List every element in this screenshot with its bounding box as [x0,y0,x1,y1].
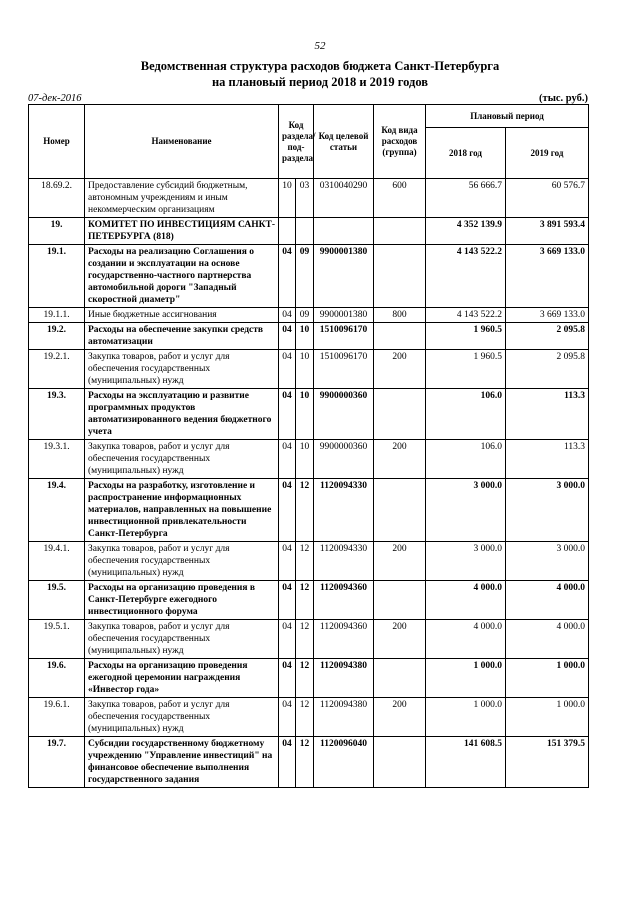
table-row [29,737,589,788]
row-section-code: 04 [279,659,296,698]
row-amount-2019: 113.3 [506,440,589,479]
row-article-code: 9900000360 [314,440,374,479]
row-subsection-code: 12 [296,479,314,542]
row-section-code: 04 [279,479,296,542]
table-row [29,245,589,308]
row-expense-type [374,737,426,788]
row-number: 19.3. [29,389,85,440]
row-number: 18.69.2. [29,179,85,218]
row-name: Расходы на организацию проведения ежегодной церемонии награждения «Инвестор года» [85,659,279,698]
row-amount-2019: 3 000.0 [506,479,589,542]
table-row [29,323,589,350]
row-subsection-code: 10 [296,440,314,479]
row-expense-type: 200 [374,440,426,479]
row-name: Закупка товаров, работ и услуг для обеспечения государственных (муниципальных) нужд [85,698,279,737]
row-amount-2018: 1 000.0 [426,659,506,698]
document-title [0,58,640,90]
row-section-code: 04 [279,698,296,737]
row-section-code [279,218,296,245]
row-amount-2019: 3 891 593.4 [506,218,589,245]
row-article-code: 1510096170 [314,323,374,350]
table-row [29,659,589,698]
row-amount-2019: 4 000.0 [506,581,589,620]
row-expense-type: 600 [374,179,426,218]
row-name: Закупка товаров, работ и услуг для обеспечения государственных (муниципальных) нужд [85,620,279,659]
row-amount-2018: 4 000.0 [426,620,506,659]
header-year-2019: 2019 год [506,128,589,179]
row-subsection-code: 12 [296,542,314,581]
row-amount-2019: 2 095.8 [506,323,589,350]
row-expense-type: 200 [374,350,426,389]
row-section-code: 04 [279,323,296,350]
row-subsection-code: 12 [296,737,314,788]
row-name: Предоставление субсидий бюджетным, автономным учреждениям и иным некоммерческим организациям [85,179,279,218]
row-subsection-code: 12 [296,581,314,620]
row-amount-2018: 1 960.5 [426,350,506,389]
row-number: 19.2.1. [29,350,85,389]
row-number: 19.7. [29,737,85,788]
table-row [29,218,589,245]
row-name: Расходы на организацию проведения в Санкт-Петербурге ежегодного инвестиционного форума [85,581,279,620]
row-name: Расходы на разработку, изготовление и распространение информационных материалов, направленных на повышение инвестиционной привлекательности Санкт-Петербурга [85,479,279,542]
row-subsection-code: 10 [296,389,314,440]
row-amount-2018: 1 000.0 [426,698,506,737]
row-number: 19.6.1. [29,698,85,737]
row-name: Расходы на реализацию Соглашения о создании и эксплуатации на основе государственно-частного партнерства автомобильной дороги "Западный скоростной диаметр" [85,245,279,308]
table-row [29,350,589,389]
table-row [29,308,589,323]
row-article-code: 1510096170 [314,350,374,389]
row-section-code: 04 [279,440,296,479]
row-amount-2018: 4 352 139.9 [426,218,506,245]
row-number: 19.4.1. [29,542,85,581]
row-section-code: 04 [279,245,296,308]
budget-table [28,104,589,788]
row-article-code [314,218,374,245]
row-amount-2019: 3 000.0 [506,542,589,581]
row-amount-2019: 2 095.8 [506,350,589,389]
row-number: 19.4. [29,479,85,542]
row-name: Закупка товаров, работ и услуг для обеспечения государственных (муниципальных) нужд [85,440,279,479]
row-article-code: 1120094380 [314,659,374,698]
row-expense-type [374,218,426,245]
row-name: Иные бюджетные ассигнования [85,308,279,323]
header-planned-period: Плановый период [426,105,589,128]
header-section: Код раздела/ под-раздела [279,105,314,179]
row-number: 19.5.1. [29,620,85,659]
row-number: 19.1. [29,245,85,308]
row-expense-type [374,581,426,620]
row-article-code: 1120094360 [314,581,374,620]
row-section-code: 04 [279,542,296,581]
row-subsection-code: 03 [296,179,314,218]
row-article-code: 1120094380 [314,698,374,737]
row-amount-2019: 60 576.7 [506,179,589,218]
row-section-code: 04 [279,737,296,788]
row-amount-2018: 3 000.0 [426,542,506,581]
table-row [29,581,589,620]
table-row [29,620,589,659]
row-section-code: 04 [279,308,296,323]
row-subsection-code: 09 [296,308,314,323]
row-amount-2018: 4 000.0 [426,581,506,620]
page-number: 52 [314,40,326,52]
row-name: Расходы на эксплуатацию и развитие программных продуктов автоматизированного ведения бюджетного учета [85,389,279,440]
row-article-code: 1120094330 [314,542,374,581]
row-amount-2019: 4 000.0 [506,620,589,659]
row-amount-2018: 1 960.5 [426,323,506,350]
title-line-2: на плановый период 2018 и 2019 годов [211,75,429,89]
row-amount-2018: 141 608.5 [426,737,506,788]
row-amount-2018: 4 143 522.2 [426,245,506,308]
row-expense-type [374,323,426,350]
row-expense-type [374,659,426,698]
row-amount-2019: 151 379.5 [506,737,589,788]
row-name: Закупка товаров, работ и услуг для обеспечения государственных (муниципальных) нужд [85,542,279,581]
row-name: Закупка товаров, работ и услуг для обеспечения государственных (муниципальных) нужд [85,350,279,389]
row-section-code: 04 [279,581,296,620]
row-expense-type: 200 [374,698,426,737]
header-year-2018: 2018 год [426,128,506,179]
row-section-code: 04 [279,620,296,659]
unit-label: (тыс. руб.) [539,93,588,104]
row-number: 19.3.1. [29,440,85,479]
header-expense-type: Код вида расходов (группа) [374,105,426,179]
row-name: Субсидии государственному бюджетному учреждению "Управление инвестиций" на финансовое обеспечение выполнения государственного задания [85,737,279,788]
row-number: 19.2. [29,323,85,350]
row-expense-type: 200 [374,542,426,581]
row-name: КОМИТЕТ ПО ИНВЕСТИЦИЯМ САНКТ-ПЕТЕРБУРГА (818) [85,218,279,245]
table-row [29,389,589,440]
document-date: 07-дек-2016 [28,93,82,104]
row-expense-type: 200 [374,620,426,659]
header-name: Наименование [85,105,279,179]
row-section-code: 10 [279,179,296,218]
row-number: 19.5. [29,581,85,620]
row-amount-2018: 56 666.7 [426,179,506,218]
row-article-code: 9900001380 [314,245,374,308]
row-article-code: 1120094330 [314,479,374,542]
row-amount-2018: 3 000.0 [426,479,506,542]
row-subsection-code: 10 [296,323,314,350]
table-row [29,179,589,218]
row-number: 19. [29,218,85,245]
table-row [29,479,589,542]
row-amount-2018: 106.0 [426,440,506,479]
row-subsection-code: 12 [296,659,314,698]
row-expense-type [374,389,426,440]
row-amount-2019: 1 000.0 [506,698,589,737]
header-number: Номер [29,105,85,179]
row-article-code: 9900000360 [314,389,374,440]
row-article-code: 9900001380 [314,308,374,323]
row-subsection-code: 12 [296,698,314,737]
row-amount-2019: 113.3 [506,389,589,440]
row-section-code: 04 [279,389,296,440]
row-amount-2019: 1 000.0 [506,659,589,698]
row-number: 19.1.1. [29,308,85,323]
row-section-code: 04 [279,350,296,389]
row-name: Расходы на обеспечение закупки средств автоматизации [85,323,279,350]
row-amount-2018: 4 143 522.2 [426,308,506,323]
row-subsection-code [296,218,314,245]
table-body [29,179,589,788]
row-subsection-code: 12 [296,620,314,659]
row-expense-type [374,245,426,308]
row-article-code: 1120094360 [314,620,374,659]
table-row [29,698,589,737]
table-row [29,542,589,581]
row-number: 19.6. [29,659,85,698]
table-header [29,105,589,179]
row-article-code: 0310040290 [314,179,374,218]
row-amount-2019: 3 669 133.0 [506,245,589,308]
row-subsection-code: 10 [296,350,314,389]
header-article: Код целевой статьи [314,105,374,179]
row-expense-type [374,479,426,542]
row-expense-type: 800 [374,308,426,323]
title-line-1: Ведомственная структура расходов бюджета Санкт-Петербурга [140,59,500,73]
table-row [29,440,589,479]
row-amount-2019: 3 669 133.0 [506,308,589,323]
row-subsection-code: 09 [296,245,314,308]
row-article-code: 1120096040 [314,737,374,788]
row-amount-2018: 106.0 [426,389,506,440]
